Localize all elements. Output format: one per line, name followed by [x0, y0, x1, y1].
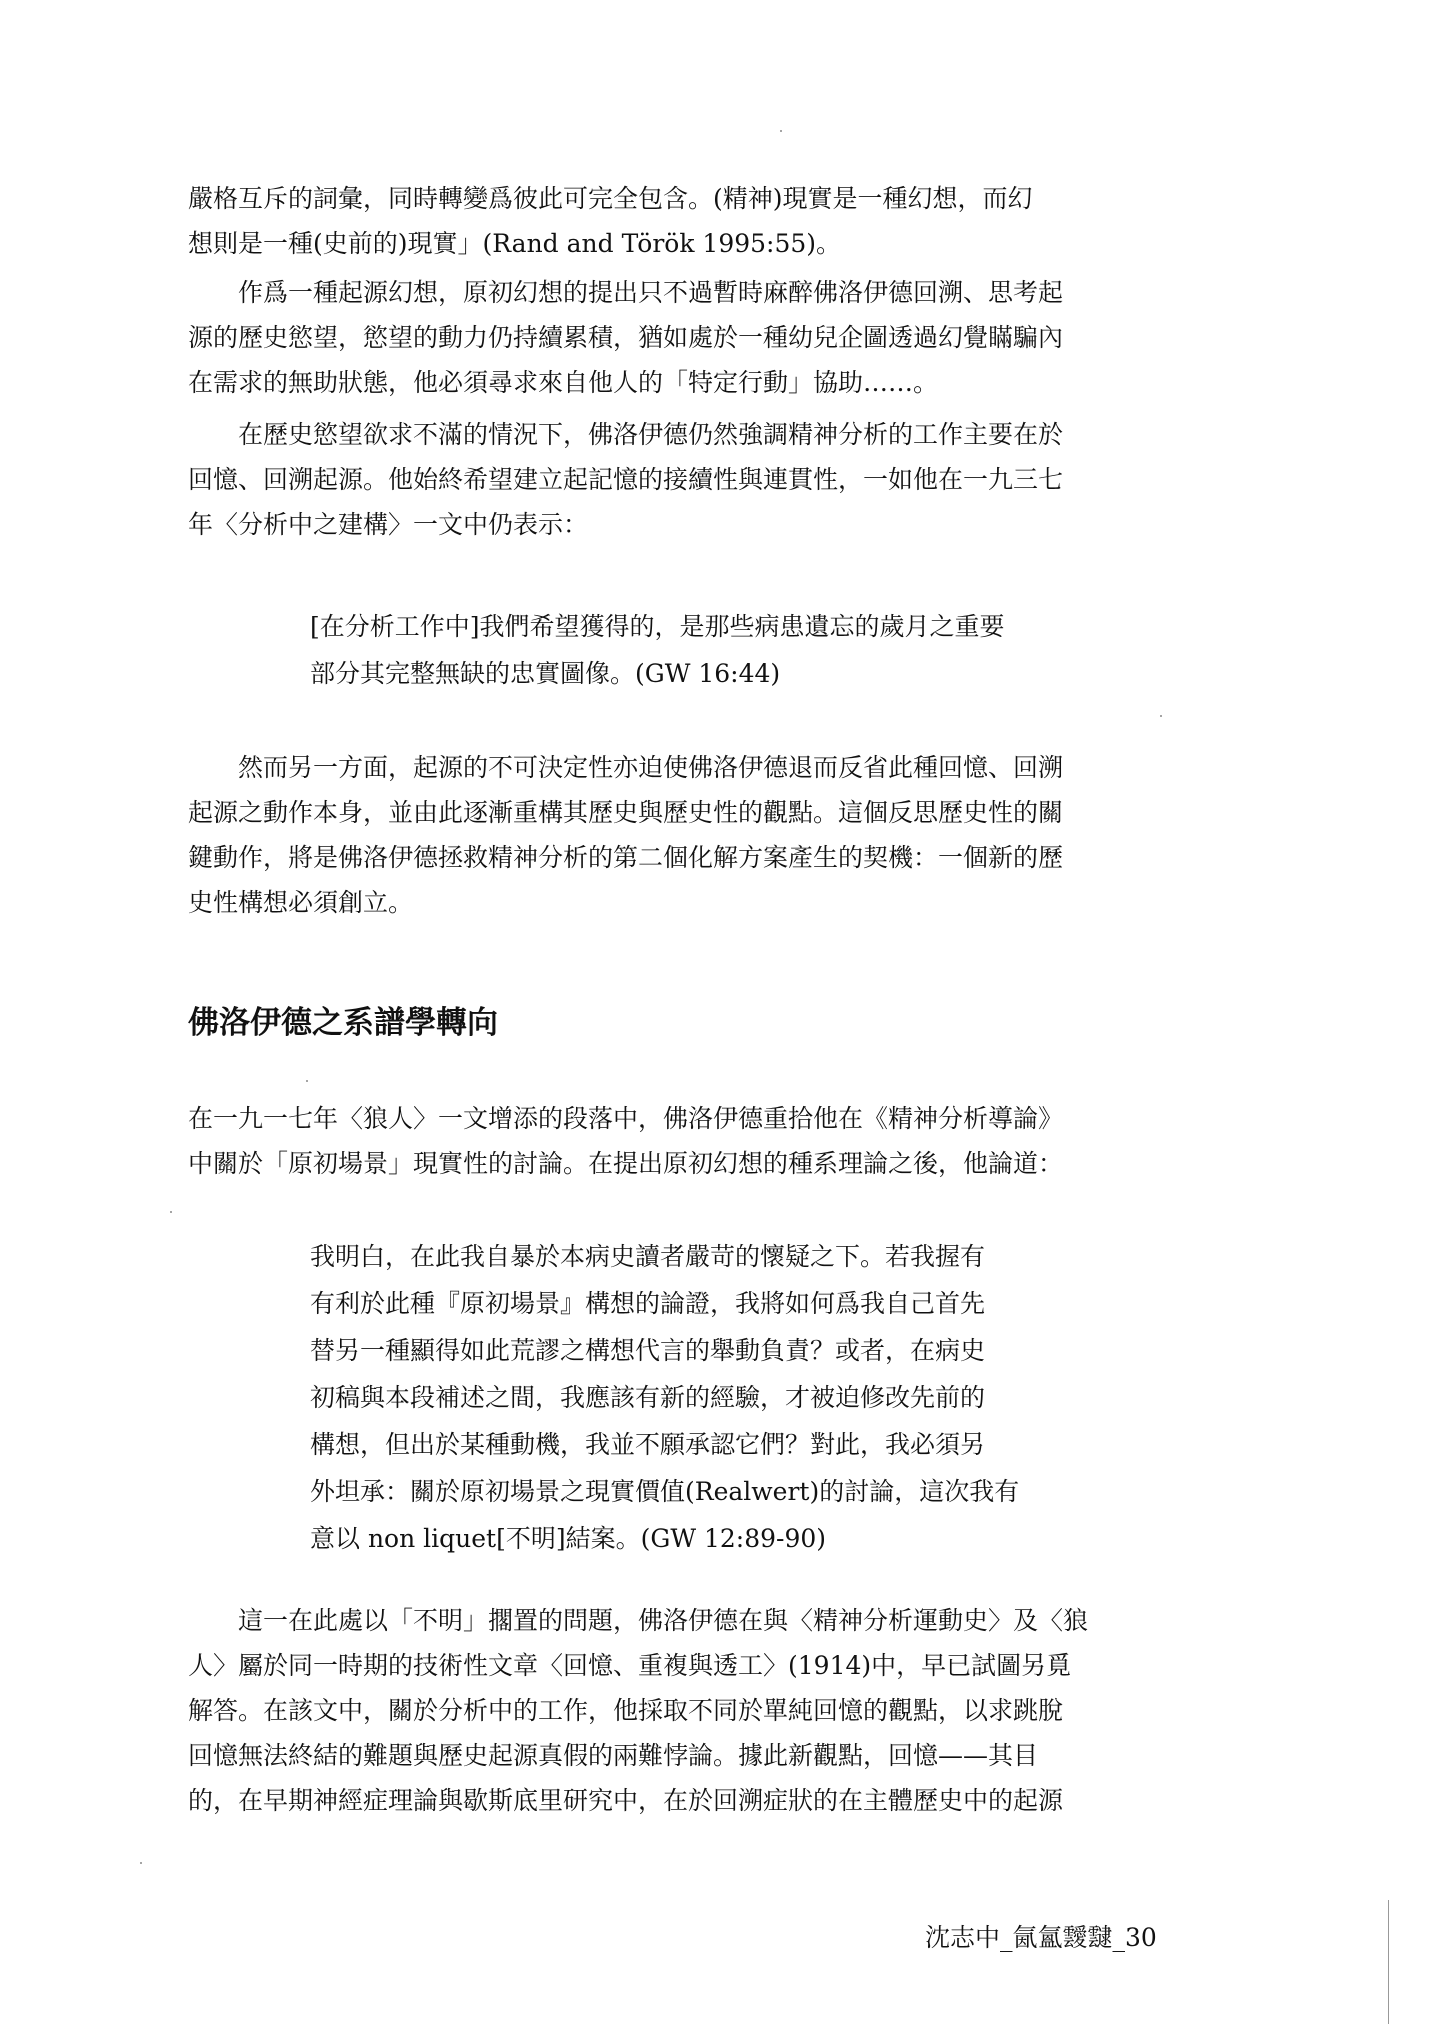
- scan-speck: [306, 1080, 308, 1082]
- paragraph-6: [188, 1598, 1168, 1823]
- text-line: 嚴格互斥的詞彙，同時轉變爲彼此可完全包含。(精神)現實是一種幻想，而幻: [188, 184, 1033, 213]
- paragraph-5: [188, 1096, 1168, 1186]
- text-line: 然而另一方面，起源的不可決定性亦迫使佛洛伊德退而反省此種回憶、回溯: [188, 753, 1064, 782]
- text-line: 的，在早期神經症理論與歇斯底里研究中，在於回溯症狀的在主體歷史中的起源: [188, 1786, 1064, 1815]
- scan-edge-line: [1388, 1900, 1389, 2024]
- scan-speck: [1160, 715, 1162, 717]
- paragraph-2: [188, 270, 1168, 405]
- text-line: 在歷史慾望欲求不滿的情況下，佛洛伊德仍然強調精神分析的工作主要在於: [188, 420, 1064, 449]
- text-line: 在一九一七年〈狼人〉一文增添的段落中，佛洛伊德重拾他在《精神分析導論》: [188, 1104, 1064, 1133]
- text-line: 中關於「原初場景」現實性的討論。在提出原初幻想的種系理論之後，他論道：: [188, 1149, 1064, 1178]
- quote-line: 有利於此種『原初場景』構想的論證，我將如何爲我自己首先: [310, 1289, 986, 1318]
- text-line: 年〈分析中之建構〉一文中仍表示：: [188, 510, 589, 539]
- section-heading: 佛洛伊德之系譜學轉向: [188, 1005, 498, 1041]
- text-line: 在需求的無助狀態，他必須尋求來自他人的「特定行動」協助……。: [188, 368, 939, 397]
- scan-speck: [140, 1862, 142, 1864]
- paragraph-3: [188, 412, 1168, 547]
- text-line: 想則是一種(史前的)現實」(Rand and Török 1995:55)。: [188, 229, 842, 258]
- quote-line: 構想，但出於某種動機，我並不願承認它們？對此，我必須另: [310, 1430, 986, 1459]
- quote-line: 部分其完整無缺的忠實圖像。(GW 16:44): [310, 659, 781, 688]
- scan-speck: [780, 130, 782, 132]
- quote-line: 意以 non liquet[不明]結案。(GW 12:89-90): [310, 1524, 827, 1553]
- paragraph-4: [188, 745, 1168, 925]
- text-line: 解答。在該文中，關於分析中的工作，他採取不同於單純回憶的觀點，以求跳脫: [188, 1696, 1064, 1725]
- text-line: 這一在此處以「不明」擱置的問題，佛洛伊德在與〈精神分析運動史〉及〈狼: [188, 1606, 1089, 1635]
- scan-speck: [170, 1211, 172, 1213]
- quote-line: [在分析工作中]我們希望獲得的，是那些病患遺忘的歲月之重要: [310, 612, 1005, 641]
- quote-line: 我明白，在此我自暴於本病史讀者嚴苛的懷疑之下。若我握有: [310, 1242, 986, 1271]
- text-line: 回憶、回溯起源。他始終希望建立起記憶的接續性與連貫性，一如他在一九三七: [188, 465, 1064, 494]
- text-line: 鍵動作，將是佛洛伊德拯救精神分析的第二個化解方案產生的契機：一個新的歷: [188, 843, 1064, 872]
- paragraph-1: [188, 176, 1168, 266]
- quote-line: 外坦承：關於原初場景之現實價值(Realwert)的討論，這次我有: [310, 1477, 1020, 1506]
- text-line: 史性構想必須創立。: [188, 888, 414, 917]
- text-line: 起源之動作本身，並由此逐漸重構其歷史與歷史性的觀點。這個反思歷史性的關: [188, 798, 1064, 827]
- block-quote-2: [310, 1233, 1090, 1562]
- text-line: 源的歷史慾望，慾望的動力仍持續累積，猶如處於一種幼兒企圖透過幻覺瞞騙內: [188, 323, 1064, 352]
- text-line: 人〉屬於同一時期的技術性文章〈回憶、重複與透工〉(1914)中，早已試圖另覓: [188, 1651, 1072, 1680]
- quote-line: 替另一種顯得如此荒謬之構想代言的舉動負責？或者，在病史: [310, 1336, 986, 1365]
- page-footer: 沈志中_氤氳靉靆_30: [925, 1923, 1157, 1952]
- text-line: 回憶無法終結的難題與歷史起源真假的兩難悖論。據此新觀點，回憶——其目: [188, 1741, 1039, 1770]
- block-quote-1: [310, 603, 1090, 697]
- text-line: 作爲一種起源幻想，原初幻想的提出只不過暫時麻醉佛洛伊德回溯、思考起: [188, 278, 1064, 307]
- quote-line: 初稿與本段補述之間，我應該有新的經驗，才被迫修改先前的: [310, 1383, 986, 1412]
